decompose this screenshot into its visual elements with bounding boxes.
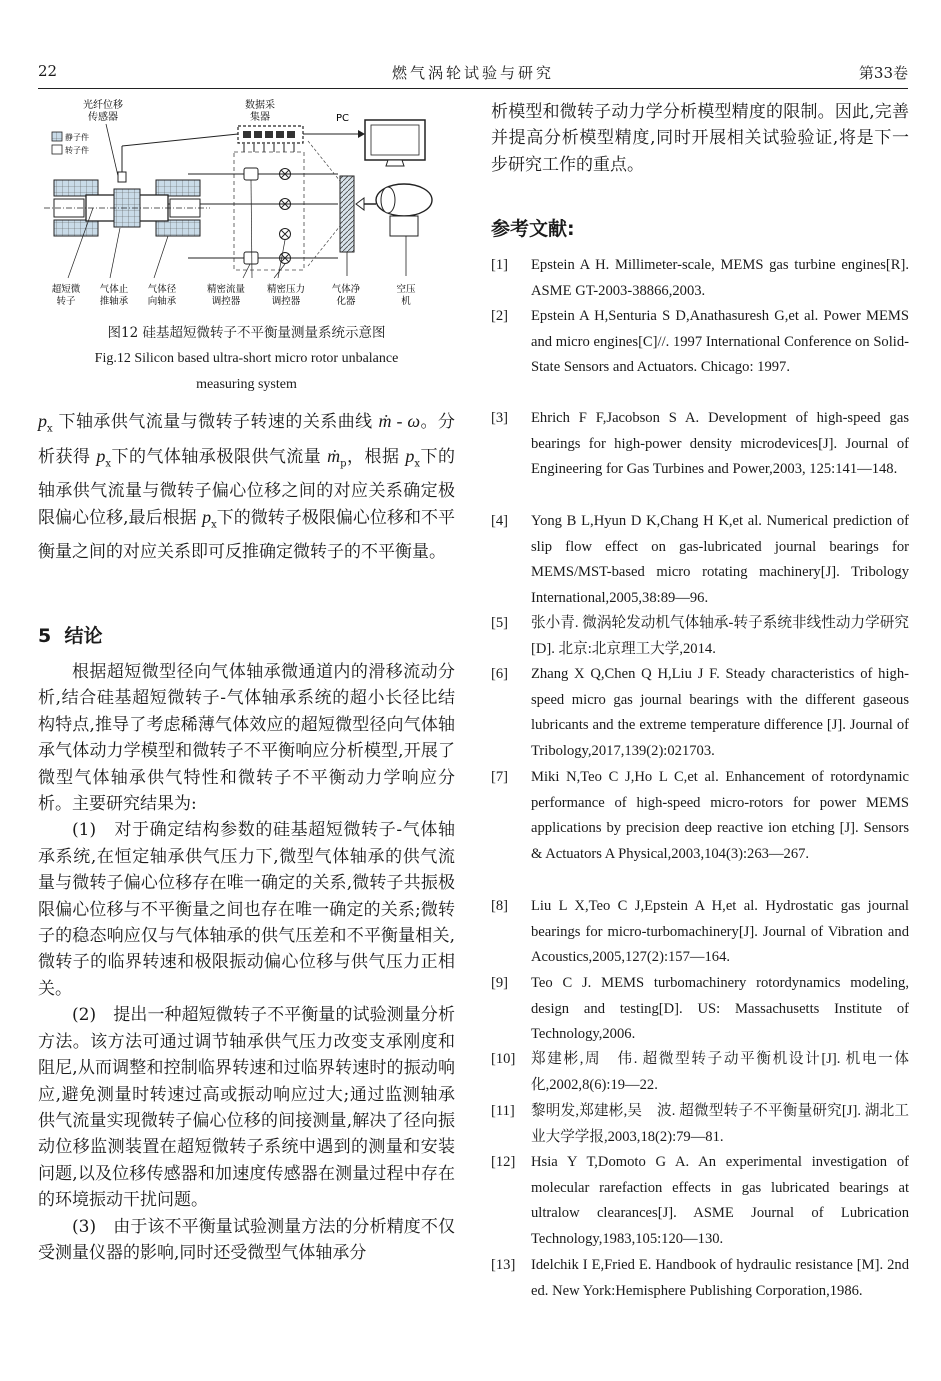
label-flow-ctrl-1: 精密流量	[206, 284, 246, 295]
sensor-label-2: 传感器	[88, 112, 118, 123]
reference-item: [13] Idelchik I E,Fried E. Handbook of hydraulic resistance [M]. 2nd ed. New York:Hemisphere Publishing Corporation,1986.	[491, 1257, 909, 1299]
reference-item: [2] Epstein A H,Senturia S D,Anathasuresh G,et al. Power MEMS and micro engines[C]//. 1997 International Conference on Solid-State Sensors and Actuators. Chicago: 1997.	[491, 308, 909, 376]
label-press-ctrl-1: 精密压力	[266, 284, 306, 295]
pc-label: PC	[336, 113, 350, 124]
reference-item: [11] 黎明发,郑建彬,吴 波. 超微型转子不平衡量研究[J]. 湖北工业大学学报,2003,18(2):79—81.	[491, 1103, 909, 1145]
journal-title: 燃气涡轮试验与研究	[391, 64, 554, 82]
stator-lower-left	[54, 220, 98, 236]
flow-controller-upper	[244, 168, 258, 180]
running-header	[38, 62, 908, 89]
reference-item: [1] Epstein A H. Millimeter-scale, MEMS gas turbine engines[R]. ASME GT-2003-38866,2003.	[491, 257, 909, 299]
legend-stator-swatch	[52, 132, 62, 141]
stator-upper-left	[54, 180, 98, 196]
reference-item: [12] Hsia Y T,Domoto G A. An experimental investigation of molecular rarefaction effects in gas lubricated bearings at ultralow clearances[J]. ASME Journal of Lubrication Technology,1983,105:120—130.	[491, 1154, 909, 1247]
reference-item: [9] Teo C J. MEMS turbomachinery rotordynamics modeling, design and testing[D]. US: Massachusetts Institute of Technology,2006.	[491, 975, 909, 1043]
conclusion-paragraph-2: (2) 提出一种超短微转子不平衡量的试验测量分析方法。该方法可通过调节轴承供气压力改变支承刚度和阻尼,从而调整和控制临界转速和过临界转速时的振动响应,避免测量时转速过高或振动响应过大;通过监测轴承供气流量实现微转子偏心位移的间接测量,解决了径向振动位移监测装置在超短微转子系统中遇到的测量和安装问题,以及位移传感器和加速度传感器在测量过程中存在的环境振动干扰问题。	[38, 1005, 455, 1211]
flow-controller-lower	[244, 252, 258, 264]
figure-caption-en-line2: measuring system	[196, 377, 297, 392]
figure-caption-en-line1: Fig.12 Silicon based ultra-short micro rotor unbalance	[94, 351, 399, 366]
right-continuation	[491, 99, 909, 178]
conclusion-paragraph-1: (1) 对于确定结构参数的硅基超短微转子-气体轴承系统,在恒定轴承供气压力下,微型气体轴承的供气流量与微转子偏心位移存在唯一确定的关系,微转子共振极限偏心位移与不平衡量之间也存在唯一确定的关系;微转子的稳态响应仅与气体轴承的供气压差和不平衡量相关,微转子的临界转速和极限振动偏心位移与供气压力正相关。	[38, 820, 455, 999]
legend-stator-label: 静子件	[65, 133, 89, 142]
references-title: 参考文献:	[491, 218, 575, 240]
label-purifier-1: 气体净	[331, 284, 361, 295]
label-journal-1: 气体径	[147, 284, 177, 295]
reference-item: [7] Miki N,Teo C J,Ho L C,et al. Enhancement of rotordynamic performance of high-speed micro-rotors for power MEMS applications by precision deep reactive ion etching [J]. Sensors & Actuators A Physical,2003,104(3):263—267.	[491, 769, 909, 862]
reference-item: [4] Yong B L,Hyun D K,Chang H K,et al. Numerical prediction of slip flow effect on gas-lubricated journal bearings for MEMS/MST-based micro rotating machinery[J]. Tribology International,2005,38:89—96.	[491, 513, 909, 606]
sensor-label-1: 光纤位移	[83, 100, 123, 111]
fiber-sensor-probe	[118, 172, 126, 182]
legend-rotor-label: 转子件	[65, 146, 89, 155]
figure-12	[38, 96, 455, 318]
label-press-ctrl-2: 调控器	[271, 296, 301, 307]
reference-item: [8] Liu L X,Teo C J,Epstein A H,et al. Hydrostatic gas journal bearings for micro-turbomachinery[J]. Journal of Vibration and Acoustics,2005,127(2):157—164.	[491, 898, 909, 966]
continuation-paragraph: 析模型和微转子动力学分析模型精度的限制。因此,完善并提高分析模型精度,同时开展相关试验验证,将是下一步研究工作的重点。	[491, 102, 909, 175]
left-paragraph-1: $p_x$ 下轴承供气流量与微转子转速的关系曲线 ṁ - ω。分析获得 $p_x$下的气体轴承极限供气流量 ṁ$_p$，根据 $p_x$下的轴承供气流量与微转子偏心位移之间的对应关系确定极限偏心位移,最后根据 $p_x$下的微转子极限偏心位移和不平衡量之间的对应关系即可反推确定微转子的不平衡量。	[38, 411, 456, 562]
label-rotor-2: 转子	[56, 296, 76, 307]
label-compressor-2: 机	[401, 296, 411, 307]
label-compressor-1: 空压	[396, 284, 416, 295]
section-number: 5	[38, 625, 52, 647]
page-number: 22	[38, 62, 58, 80]
label-thrust-1: 气体止	[99, 284, 129, 295]
figure-caption-cn: 图12 硅基超短微转子不平衡量测量系统示意图	[107, 325, 386, 341]
daq-label-1: 数据采	[245, 100, 275, 111]
label-rotor-1: 超短微	[51, 284, 81, 295]
stator-upper-right	[156, 180, 200, 196]
label-journal-2: 向轴承	[147, 296, 177, 307]
label-purifier-2: 化器	[336, 296, 356, 307]
reference-item: [10] 郑建彬,周 伟. 超微型转子动平衡机设计[J]. 机电一体化,2002,8(6):19—22.	[491, 1051, 909, 1093]
conclusion-paragraph-3: (3) 由于该不平衡量试验测量方法的分析精度不仅受测量仪器的影响,同时还受微型气体轴承分	[38, 1216, 455, 1263]
daq-label-2: 集器	[250, 112, 270, 123]
gas-purifier	[340, 176, 354, 252]
section-title: 结论	[64, 625, 103, 647]
figure-caption-en	[38, 346, 455, 398]
reference-item: [5] 张小青. 微涡轮发动机气体轴承-转子系统非线性动力学研究[D]. 北京:北京理工大学,2014.	[491, 615, 909, 657]
volume-label: 第33卷	[858, 64, 908, 82]
conclusion-paragraph-intro: 根据超短微型径向气体轴承微通道内的滑移流动分析,结合硅基超短微转子-气体轴承系统的超小长径比结构特点,推导了考虑稀薄气体效应的超短微型径向气体轴承气体动力学模型和微转子不平衡响应分析模型,开展了微型气体轴承供气特性和微转子不平衡动力学响应分析。主要研究结果为:	[38, 662, 455, 815]
reference-item: [6] Zhang X Q,Chen Q H,Liu J F. Steady characteristics of high-speed micro gas journal bearings with the different gaseous lubricants and the extreme temperature difference [J]. Journal of Tribology,2017,139(2):021703.	[491, 666, 909, 759]
measurement-system-diagram	[38, 96, 455, 318]
label-thrust-2: 推轴承	[99, 296, 129, 307]
conclusion-block	[38, 659, 455, 1266]
legend-rotor-swatch	[52, 145, 62, 154]
reference-item: [3] Ehrich F F,Jacobson S A. Development of high-speed gas bearings for high-power density microdevices[J]. Journal of Engineering for Gas Turbines and Power,2003, 125:141—148.	[491, 410, 909, 478]
label-flow-ctrl-2: 调控器	[211, 296, 241, 307]
section-heading	[38, 621, 102, 648]
stator-lower-right	[156, 220, 200, 236]
